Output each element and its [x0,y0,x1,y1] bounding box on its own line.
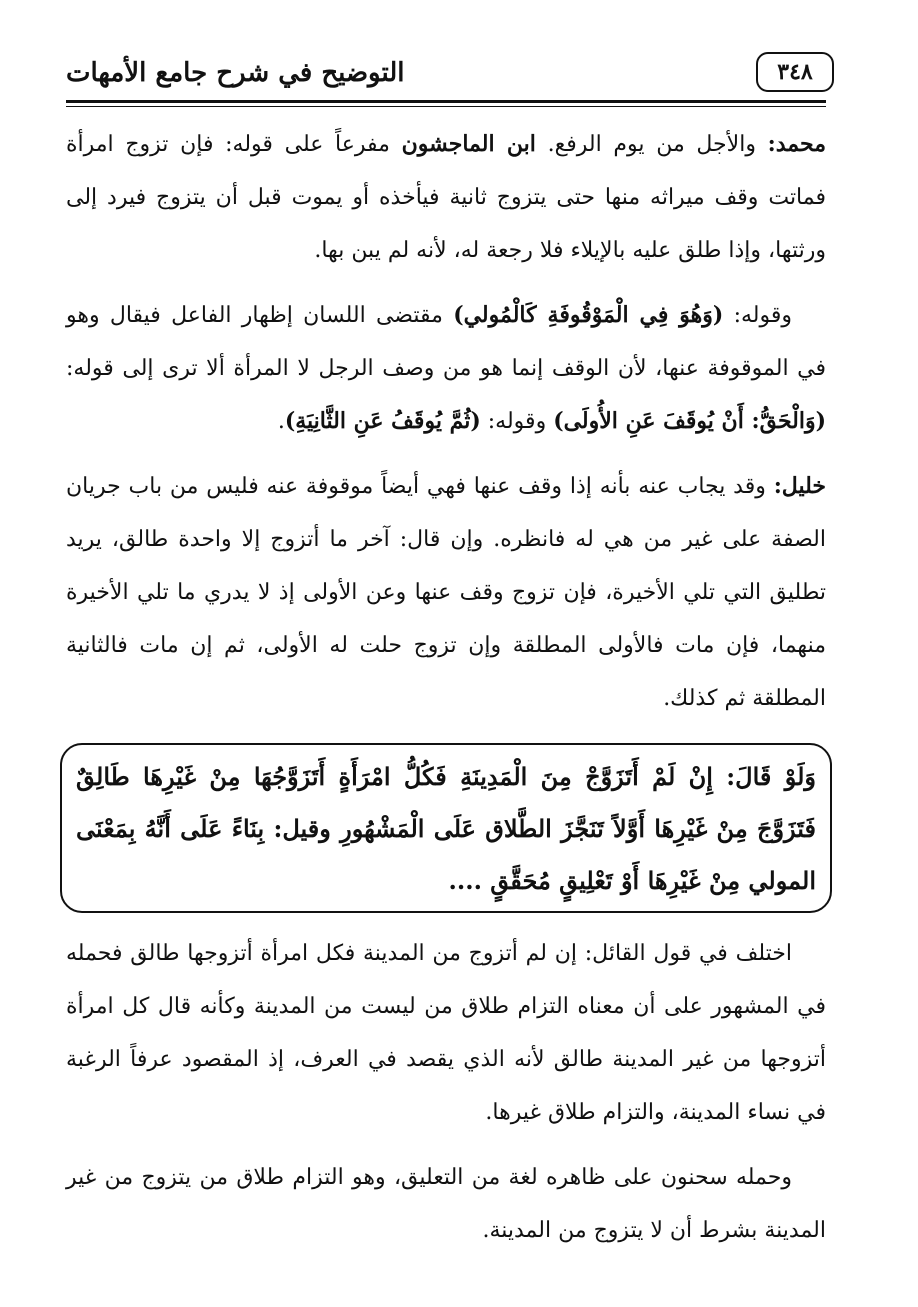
matn-box [60,743,832,913]
author-name-ibn-almajishun: ابن الماجشون [401,131,536,157]
paragraph-1-text-a: والأجل من يوم الرفع. [535,132,768,157]
paragraph-2-text-d: . [277,409,285,434]
paragraph-1 [66,118,826,277]
page-body [66,118,826,1269]
running-header [66,54,826,103]
paragraph-5: وحمله سحنون على ظاهره لغة من التعليق، وهو التزام طلاق من يتزوج من غير المدينة بشرط أن لا يتزوج من المدينة. [66,1165,826,1243]
author-name-muhammad: محمد: [767,131,826,157]
paragraph-3 [66,460,826,725]
paragraph-3-text: وقد يجاب عنه بأنه إذا وقف عنها فهي أيضاً موقوفة عنه فليس من باب جريان الصفة على غير من هي له فانظره. وإن قال: آخر ما أتزوج إلا واحدة طالق، يريد تطليق التي تلي الأخيرة، فإن تزوج وقف عنها وعن الأولى إذ لا يدري ما تلي الأخيرة منهما، فإن مات فالأولى المطلقة وإن تزوج حلت له الأولى، ثم إن مات فالثانية المطلقة ثم كذلك. [66,474,826,711]
matn-text: وَلَوْ قَالَ: إِنْ لَمْ أَتَزَوَّجْ مِنَ الْمَدِينَةِ فَكُلُّ امْرَأَةٍ أَتَزَوَّجُهَا مِنْ غَيْرِهَا طَالِقٌ فَتَزَوَّجَ مِنْ غَيْرِهَا أَوَّلاً تَنَجَّزَ الطَّلاق عَلَى الْمَشْهُورِ وقيل: بِنَاءً عَلَى أَنَّهُ بِمَعْنَى المولي مِنْ غَيْرِهَا أَوْ تَعْلِيقٍ مُحَقَّقٍ .... [76,762,816,895]
matn-quote-2: (وَالْحَقُّ: أَنْ يُوقَفَ عَنِ الأُولَى) [553,408,826,434]
book-title: التوضيح في شرح جامع الأمهات [66,58,405,88]
paragraph-2 [66,289,826,448]
paragraph-1-text-b: مفرعاً على قوله: فإن تزوج امرأة فماتت وقف ميراثه منها حتى يتزوج ثانية فيأخذه أو يموت قبل أن يتزوج فيرد إلى ورثتها، وإذا طلق عليه بالإيلاء فلا رجعة له، لأنه لم يبن بها. [66,132,826,263]
matn-quote-3: (ثُمَّ يُوقَفُ عَنِ الثَّانِيَةِ) [284,408,481,434]
author-name-khalil: خليل: [773,473,826,499]
page-number: ٣٤٨ [756,52,834,92]
paragraph-4: اختلف في قول القائل: إن لم أتزوج من المدينة فكل امرأة أتزوجها طالق فحمله في المشهور على أن معناه التزام طلاق من ليست من المدينة وكأنه قال كل امرأة أتزوجها من غير المدينة طالق لأنه الذي يقصد في العرف، إذ المقصود عرفاً الرغبة في نساء المدينة، والتزام طلاق غيرها. [66,941,826,1125]
paragraph-2-text-c: وقوله: [480,409,554,434]
paragraph-2-text-a: وقوله: [723,303,792,328]
matn-quote-1: (وَهُوَ فِي الْمَوْقُوفَةِ كَالْمُولي) [453,302,724,328]
paragraph-2-text-b: مقتضى اللسان إظهار الفاعل فيقال وهو في الموقوفة عنها، لأن الوقف إنما هو من وصف الرجل لا المرأة ألا ترى إلى قوله: [66,303,826,381]
